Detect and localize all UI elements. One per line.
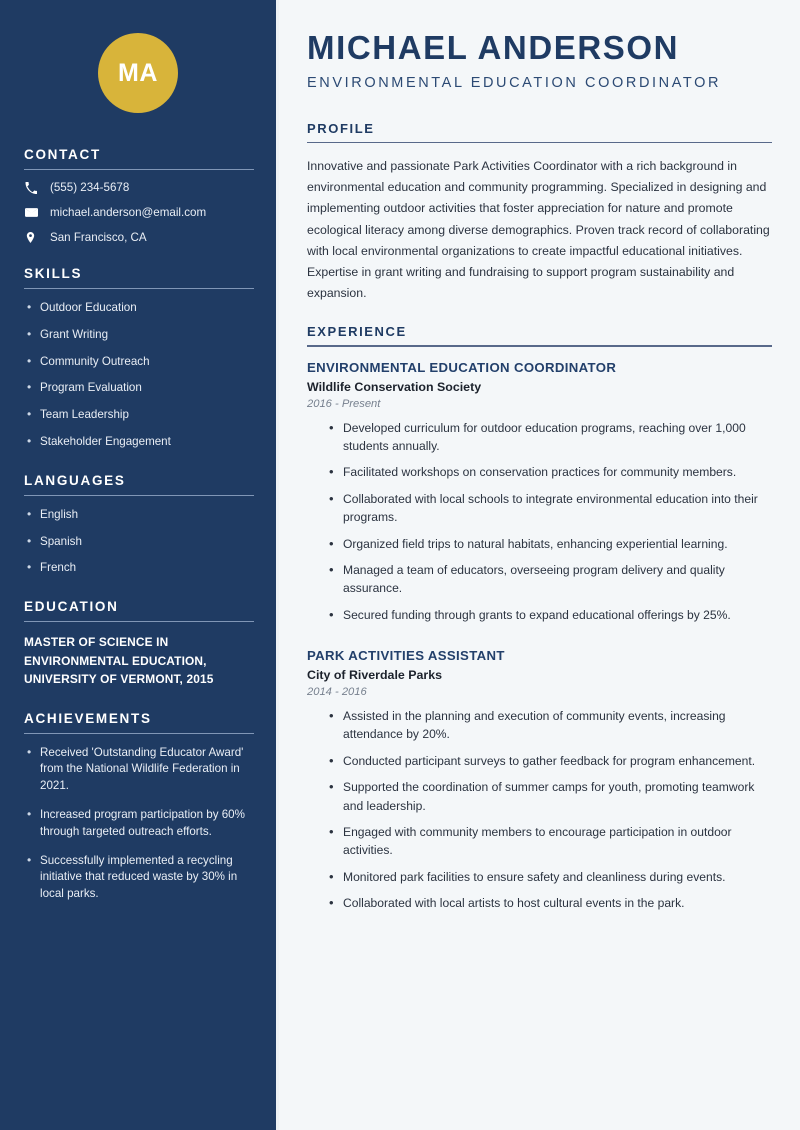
education-entry <box>22 633 254 688</box>
avatar-initials: MA <box>98 33 178 113</box>
list-item: • Received 'Outstanding Educator Award' from the National Wildlife Federation in 2021. <box>26 745 254 795</box>
list-item: • Managed a team of educators, overseeing program delivery and quality assurance. <box>329 561 772 598</box>
list-item: • Developed curriculum for outdoor education programs, reaching over 1,000 students annually. <box>329 419 772 456</box>
education-line: MASTER OF SCIENCE IN <box>24 635 169 650</box>
contact-item-email[interactable] <box>25 206 254 219</box>
contact-section <box>22 147 254 244</box>
education-divider <box>24 621 254 622</box>
contact-divider <box>24 169 254 170</box>
experience-company: City of Riverdale Parks <box>307 668 442 682</box>
list-item: • Facilitated workshops on conservation practices for community members. <box>329 463 772 481</box>
profile-heading: PROFILE <box>307 120 375 136</box>
list-item: • Increased program participation by 60% through targeted outreach efforts. <box>26 807 254 841</box>
experience-company: Wildlife Conservation Society <box>307 379 482 394</box>
avatar-container <box>22 0 254 147</box>
profile-text: Innovative and passionate Park Activities Coordinator with a rich background in environmental education and community programming. Specialized in designing and implementing outdoor activities that foster appreciation for nature and promote ecological literacy among diverse demographics. Proven track record of collaborating with local environmental organizations to create impactful educational initiatives. Expertise in grant writing and fundraising to support program sustainability and expansion. <box>307 159 770 300</box>
education-section <box>22 599 254 688</box>
contact-item-phone[interactable] <box>25 181 254 194</box>
page-title: MICHAEL ANDERSON <box>307 29 680 66</box>
achievements-divider <box>24 733 254 734</box>
list-item: • Engaged with community members to encourage participation in outdoor activities. <box>329 823 772 860</box>
education-heading: EDUCATION <box>24 599 119 615</box>
education-line: ENVIRONMENTAL EDUCATION, <box>24 653 207 668</box>
skills-divider <box>24 288 254 289</box>
list-item: • Program Evaluation <box>26 380 254 397</box>
contact-heading: CONTACT <box>24 147 101 162</box>
experience-section <box>307 324 772 912</box>
skills-list <box>22 300 254 451</box>
list-item: • Spanish <box>26 534 254 551</box>
list-item: • Stakeholder Engagement <box>26 434 254 451</box>
list-item: • Successfully implemented a recycling initiative that reduced waste by 30% in local parks. <box>26 853 254 903</box>
contact-email-value: michael.anderson@email.com <box>50 206 207 219</box>
phone-icon <box>25 182 42 194</box>
experience-job-title: ENVIRONMENTAL EDUCATION COORDINATOR <box>307 359 617 375</box>
main-content <box>279 0 800 1130</box>
experience-dates: 2016 - Present <box>307 397 381 410</box>
contact-item-location[interactable] <box>25 231 254 244</box>
languages-section <box>22 473 254 577</box>
location-pin-icon <box>25 231 42 244</box>
list-item: • Assisted in the planning and execution of community events, increasing attendance by 20%. <box>329 707 772 744</box>
languages-list <box>22 507 254 577</box>
list-item: • Outdoor Education <box>26 300 254 317</box>
contact-location-value: San Francisco, CA <box>50 231 147 244</box>
languages-heading: LANGUAGES <box>24 472 126 488</box>
skills-heading: SKILLS <box>24 266 83 281</box>
skills-section <box>22 266 254 451</box>
profile-divider <box>307 142 772 144</box>
list-item: • Conducted participant surveys to gather feedback for program enhancement. <box>329 752 772 770</box>
languages-divider <box>24 495 254 496</box>
list-item: • Monitored park facilities to ensure safety and cleanliness during events. <box>329 868 772 886</box>
achievements-heading: ACHIEVEMENTS <box>24 710 152 726</box>
list-item: • Collaborated with local artists to host cultural events in the park. <box>329 894 772 912</box>
list-item: • Organized field trips to natural habitats, enhancing experiential learning. <box>329 535 772 553</box>
list-item: • Secured funding through grants to expand educational offerings by 25%. <box>329 606 772 624</box>
list-item: • Supported the coordination of summer camps for youth, promoting teamwork and leadership. <box>329 778 772 815</box>
list-item: • Grant Writing <box>26 327 254 344</box>
list-item: • Team Leadership <box>26 407 254 424</box>
experience-job-title: PARK ACTIVITIES ASSISTANT <box>307 648 505 663</box>
profile-section <box>307 121 772 304</box>
experience-entry <box>307 648 772 912</box>
envelope-icon <box>25 206 42 219</box>
experience-dates: 2014 - 2016 <box>307 686 367 698</box>
experience-divider <box>307 345 772 347</box>
job-subtitle: ENVIRONMENTAL EDUCATION COORDINATOR <box>307 74 722 91</box>
experience-heading: EXPERIENCE <box>307 324 407 340</box>
contact-phone-value: (555) 234-5678 <box>50 181 130 194</box>
list-item: • Community Outreach <box>26 354 254 371</box>
sidebar <box>0 0 279 1130</box>
list-item: • English <box>26 507 254 524</box>
experience-bullets <box>307 419 772 624</box>
achievements-section <box>22 711 254 903</box>
list-item: • French <box>26 560 254 577</box>
experience-entry <box>307 360 772 624</box>
achievements-list <box>22 745 254 903</box>
experience-bullets <box>307 707 772 912</box>
list-item: • Collaborated with local schools to integrate environmental education into their programs. <box>329 490 772 527</box>
education-line: UNIVERSITY OF VERMONT, 2015 <box>24 672 214 687</box>
